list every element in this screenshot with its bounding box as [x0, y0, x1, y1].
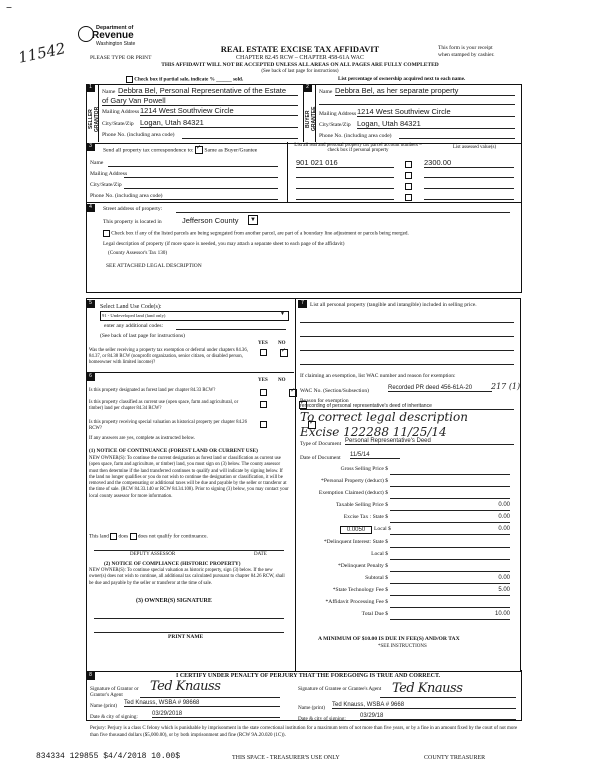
processing-fee-value[interactable] [390, 599, 510, 608]
exemption-claimed-label: Exemption Claimed (deduct) $ [318, 490, 388, 496]
current-use-yes-checkbox[interactable] [260, 401, 267, 408]
tax-row [300, 502, 514, 514]
doc-date-value[interactable]: 11/5/14 [350, 452, 400, 459]
cashier-stamp: 834334 129855 $4/4/2018 10.00$ [36, 752, 181, 761]
tax-row-local [300, 526, 514, 538]
parcel-header: List all real and personal property tax parcel account numbers – check box if personal property [294, 143, 422, 153]
seller-city[interactable]: Logan, Utah 84321 [140, 118, 298, 128]
taxable-price-label: Taxable Selling Price $ [336, 502, 388, 508]
local-rate[interactable]: 0.0050 [340, 526, 372, 534]
tax-row [300, 478, 514, 490]
treasurer-use-only: THIS SPACE - TREASURER'S USE ONLY [232, 755, 340, 761]
county-dropdown-icon[interactable]: ▼ [248, 215, 258, 225]
tax-table-2 [300, 539, 514, 623]
dept-state: Washington State [96, 41, 136, 47]
delinquent-interest-state-label: *Delinquent Interest: State $ [323, 539, 388, 545]
buyer-phone[interactable] [399, 138, 515, 139]
personal-property-checkbox-3[interactable] [405, 183, 412, 190]
county-select[interactable]: Jefferson County [182, 216, 239, 225]
forest-yes-checkbox[interactable] [260, 389, 267, 396]
handwritten-correction-1: To correct legal description [300, 410, 468, 424]
additional-codes: enter any additional codes: [104, 323, 164, 329]
corr-address[interactable] [124, 177, 278, 178]
yes-header-6: YES [258, 378, 268, 383]
doc-type-value[interactable]: Personal Representative's Deed [345, 438, 514, 445]
form-warning: THIS AFFIDAVIT WILL NOT BE ACCEPTED UNLESS ALL AREAS ON ALL PAGES ARE FULLY COMPLETED [161, 62, 439, 68]
dept-line1: Department of [96, 25, 134, 31]
receipt-note-1: This form is your receipt [438, 45, 493, 51]
seller-city-label: City/State/Zip [102, 121, 134, 127]
corr-city[interactable] [124, 188, 278, 189]
excise-state-value[interactable]: 0.00 [390, 514, 510, 523]
gross-price-label: Gross Selling Price $ [340, 466, 388, 472]
reason-value[interactable]: rerecording of personal representative's deed of inheritance [300, 403, 514, 410]
deputy-date-label: DATE [254, 552, 267, 557]
subtotal-label: Subtotal $ [365, 575, 388, 581]
tax-row [300, 514, 514, 526]
does-not-checkbox[interactable] [130, 533, 137, 540]
total-due-value[interactable]: 10.00 [390, 611, 510, 620]
handwritten-correction-2: Excise 122288 11/25/14 [300, 425, 447, 439]
gross-price-value[interactable] [390, 466, 510, 475]
doc-type-label: Type of Document [300, 441, 342, 447]
local-label: Local $ [374, 526, 391, 532]
legal-label: Legal description of property (if more space is needed, you may attach a separate sheet to each page of the affidavit) [103, 241, 345, 247]
delinquent-interest-local-value[interactable] [390, 551, 510, 560]
please-type: PLEASE TYPE OR PRINT [90, 55, 152, 61]
delinquent-interest-state-value[interactable] [390, 539, 510, 548]
partial-sale-checkbox[interactable] [126, 76, 133, 83]
corr-city-label: City/State/Zip [90, 182, 122, 188]
parcel-number-2[interactable] [296, 177, 394, 178]
divider [86, 372, 294, 373]
form-title: REAL ESTATE EXCISE TAX AFFIDAVIT [220, 44, 380, 54]
historic-yes-checkbox[interactable] [260, 421, 267, 428]
form-chapter: CHAPTER 82.45 RCW – CHAPTER 458-61A WAC [236, 55, 364, 61]
corr-phone[interactable] [150, 199, 278, 200]
claim-exemption-label: If claiming an exemption, list WAC number and reason for exemption: [300, 373, 456, 379]
divider [315, 84, 316, 142]
buyer-name-2[interactable] [319, 104, 515, 105]
grantor-date[interactable]: 03/29/2018 [152, 711, 280, 718]
parcel-number-4[interactable] [296, 199, 394, 200]
see-instructions-note: *SEE INSTRUCTIONS [378, 644, 427, 649]
located-label: This property is located in [103, 219, 162, 225]
additional-codes-input[interactable] [176, 329, 286, 330]
buyer-city[interactable]: Logan, Utah 84321 [357, 119, 515, 129]
personal-property-checkbox-1[interactable] [405, 161, 412, 168]
assessed-value-2[interactable] [424, 177, 514, 178]
buyer-city-label: City/State/Zip [319, 122, 351, 128]
personal-property-deduct-value[interactable] [390, 478, 510, 487]
grantee-name[interactable]: Ted Knauss, WSBA # 9668 [332, 702, 516, 709]
perjury-note: Perjury: Perjury is a class C felony which is punishable by imprisonment in the state correctional institution for a maximum term of not more than five years, or by a fine in an amount fixed by the court of not more than five thousand dollars ($5,000.00), or by both imprisonment and fine (RCW 9A.20.020 (1C)). [90, 726, 518, 738]
minimum-due-note: A MINIMUM OF $10.00 IS DUE IN FEE(S) AND/OR TAX [318, 636, 460, 642]
local-value[interactable]: 0.00 [390, 526, 510, 535]
legal-description[interactable]: SEE ATTACHED LEGAL DESCRIPTION [106, 263, 202, 269]
assessor-tax: (County Assessor's Tax 130) [108, 250, 168, 256]
grantor-name[interactable]: Ted Knauss, WSBA # 98668 [124, 700, 280, 707]
reason-label: Reason for exemption [300, 398, 349, 404]
send-correspondence: Send all property tax correspondence to: ✓ Same as Buyer/Grantee [103, 146, 257, 154]
street-address[interactable] [176, 212, 510, 213]
no-header-6: NO [278, 378, 286, 383]
certify-text: I CERTIFY UNDER PENALTY OF PERJURY THAT THE FOREGOING IS TRUE AND CORRECT. [176, 673, 441, 679]
corr-name[interactable] [108, 166, 278, 167]
section-2-badge: 2 [303, 84, 312, 92]
section-6-badge: 6 [86, 373, 95, 381]
subtotal-value[interactable]: 0.00 [390, 575, 510, 584]
no-header-5: NO [278, 341, 286, 346]
print-name-label: PRINT NAME [168, 634, 204, 640]
segregated-check: Check box if any of the listed parcels are being segregated from another parcel, are part of a boundary line adjustment or parcels being merged. [103, 230, 409, 237]
personal-property-line-1[interactable] [300, 322, 514, 323]
seller-name-1[interactable]: Debbra Bel, Personal Representative of the Estate [118, 86, 298, 96]
exemption-question: Was the seller receiving a property tax exemption or deferral under chapters 84.36, 84.37, or 84.38 RCW (nonprofit organization, senior citizen, or disabled person, homeowner with limited income)? [89, 348, 248, 365]
grantor-sig-line [140, 697, 280, 698]
delinquent-interest-local-label: Local $ [371, 551, 388, 557]
parcel-number[interactable]: 901 021 016 [296, 158, 394, 168]
exemption-claimed-value[interactable] [390, 490, 510, 499]
tax-table-1 [300, 466, 514, 538]
personal-property-line-4[interactable] [300, 364, 514, 365]
assessed-value-3[interactable] [424, 188, 514, 189]
notice-continuance-title: (1) NOTICE OF CONTINUANCE (FOREST LAND OR CURRENT USE) [89, 448, 258, 454]
grantee-sig-line [380, 697, 516, 698]
owner-signature-line[interactable] [94, 618, 284, 619]
grantee-date[interactable]: 03/29/18 [360, 713, 516, 720]
seller-name-label: Name [102, 89, 116, 95]
grantor-sig-label: Signature of Grantor or Grantor's Agent [90, 686, 139, 698]
land-use-select[interactable] [100, 311, 289, 321]
see-back-5: (See back of last page for instructions) [100, 333, 185, 339]
buyer-addr-label: Mailing Address [319, 111, 357, 117]
section-4-badge: 4 [86, 204, 95, 212]
personal-property-deduct-label: *Personal Property (deduct) $ [321, 478, 388, 484]
land-use-value: 91 - Undeveloped land (land only) [102, 313, 166, 318]
exemption-no-checkbox[interactable] [280, 349, 288, 357]
grantee-sig-label: Signature of Grantee or Grantee's Agent [298, 686, 382, 692]
delinquent-penalty-label: *Delinquent Penalty $ [337, 563, 388, 569]
total-due-label: Total Due $ [361, 611, 388, 617]
divider [287, 142, 288, 202]
handwritten-case-number: 11542 [16, 39, 68, 67]
county-treasurer: COUNTY TREASURER [424, 755, 486, 761]
tax-row [300, 539, 514, 551]
assessed-value[interactable]: 2300.00 [424, 158, 514, 168]
section-5-badge: 5 [86, 300, 95, 308]
tax-row [300, 563, 514, 575]
delinquent-penalty-value[interactable] [390, 563, 510, 572]
seller-phone[interactable] [182, 138, 298, 139]
processing-fee-label: *Affidavit Processing Fee $ [325, 599, 388, 605]
historic-question: Is this property receiving special valuation as historical property per chapter 84.26 RCW? [89, 420, 247, 431]
tax-row [300, 551, 514, 563]
wac-value[interactable]: Recorded PR deed 456-61A-20 [388, 385, 492, 392]
notice-compliance-body: NEW OWNER(S): To continue special valuation as historic property, sign (3) below. If the new owner(s) does not wish to continue, all additional tax calculated pursuant to chapter 84.26 RCW, shall be due and payable by the seller or transferor at the time of sale. [89, 568, 285, 586]
seller-name-2[interactable]: of Gary Van Powell [102, 96, 298, 106]
land-use-label: Select Land Use Code(s): [100, 304, 162, 310]
seller-addr-label: Mailing Address [102, 109, 140, 115]
tax-row [300, 599, 514, 611]
doc-date-label: Date of Document [300, 455, 341, 461]
wac-label: WAC No. (Section/Subsection) [300, 388, 369, 394]
section-4-box [86, 202, 522, 293]
tech-fee-value[interactable]: 5.00 [390, 587, 510, 596]
segregated-checkbox[interactable] [103, 230, 110, 237]
margin-mark: – [6, 0, 12, 14]
owner-signature-label: (3) OWNER(S) SIGNATURE [136, 598, 212, 604]
personal-property-line-2[interactable] [300, 336, 514, 337]
personal-property-checkbox-4[interactable] [405, 194, 412, 201]
parcel-number-3[interactable] [296, 188, 394, 189]
corr-name-label: Name [90, 160, 104, 166]
ownership-note: List percentage of ownership acquired next to each name. [338, 76, 466, 82]
buyer-phone-label: Phone No. (including area code) [319, 133, 392, 139]
print-name-line[interactable] [94, 632, 284, 633]
seller-address[interactable]: 1214 West Southview Circle [140, 106, 298, 116]
yes-header-5: YES [258, 341, 268, 346]
tech-fee-label: *State Technology Fee $ [332, 587, 388, 593]
notice-continuance-body: NEW OWNER(S): To continue the current designation as forest land or classification as current use (open space, farm and agriculture, or timber) land, you must sign on (3) below. The county assessor must then determine if the land transferred continues to qualify and will indicate by signing below. If the land no longer qualifies or you do not wish to continue the designation or classification, it will be removed and the compensating or additional taxes will be due and payable by the seller or transferor at the time of sale. (RCW 84.33.140 or RCW 84.34.108). Prior to signing (3) below, you may contact your local county assessor for more information. [89, 456, 289, 499]
section-7-badge: 7 [298, 300, 307, 308]
seller-label: SELLER GRANTOR [88, 106, 100, 132]
buyer-name-label: Name [319, 89, 333, 95]
grantor-name-label: Name (print) [90, 703, 117, 709]
corr-phone-label: Phone No. (including area code) [90, 193, 163, 199]
personal-property-line-3[interactable] [300, 350, 514, 351]
divider [303, 84, 304, 142]
excise-state-label: Excise Tax : State $ [343, 514, 388, 520]
corr-addr-label: Mailing Address [90, 171, 128, 177]
grantee-date-label: Date & city of signing: [298, 716, 346, 722]
section-1-badge: 1 [86, 84, 95, 92]
if-yes-note: If any answers are yes, complete as instructed below. [89, 436, 196, 441]
tax-row [300, 490, 514, 502]
street-label: Street address of property: [103, 206, 163, 212]
partial-sale: Check box if partial sale, indicate % ______ sold. [126, 76, 243, 83]
grantee-name-label: Name (print) [298, 705, 325, 711]
buyer-address[interactable]: 1214 West Southview Circle [357, 107, 515, 117]
notice-compliance-title: (2) NOTICE OF COMPLIANCE (HISTORIC PROPERTY) [104, 561, 241, 567]
personal-property-checkbox-2[interactable] [405, 172, 412, 179]
does-checkbox[interactable] [110, 533, 117, 540]
continuance-choice: This land does does not qualify for continuance. [89, 533, 208, 540]
grantee-signature[interactable]: Ted Knauss [392, 681, 463, 696]
personal-property-label: List all personal property (tangible and intangible) included in selling price. [310, 302, 477, 308]
divider [98, 84, 99, 142]
assessed-value-4[interactable] [424, 199, 514, 200]
assessed-header: List assessed value(s) [452, 145, 497, 150]
receipt-note-2: when stamped by cashier. [438, 52, 495, 58]
taxable-price-value[interactable]: 0.00 [390, 502, 510, 511]
section-3-badge: 3 [86, 143, 95, 151]
land-use-dropdown-icon[interactable]: ▼ [280, 312, 285, 317]
dept-name: Revenue [92, 30, 134, 41]
buyer-label: BUYER GRANTEE [305, 106, 317, 132]
section-8-badge: 8 [86, 672, 95, 680]
tax-row [300, 466, 514, 478]
grantor-signature[interactable]: Ted Knauss [150, 679, 221, 694]
tax-row [300, 575, 514, 587]
tax-row [300, 587, 514, 599]
current-use-question: Is this property classified as current use (open space, farm and agricultural, or timber) land per chapter 84.34 RCW? [89, 400, 239, 411]
see-back-note: (See back of last page for instructions) [261, 69, 339, 74]
exemption-yes-checkbox[interactable] [260, 349, 267, 356]
grantor-date-label: Date & city of signing: [90, 714, 138, 720]
same-as-buyer-checkbox[interactable] [195, 146, 203, 154]
seller-phone-label: Phone No. (including area code) [102, 132, 175, 138]
buyer-name[interactable]: Debbra Bel, as her separate property [335, 86, 515, 96]
wac-handwritten: 217 (1) [491, 382, 521, 391]
deputy-label: DEPUTY ASSESSOR [130, 552, 176, 557]
forest-question: Is this property designated as forest land per chapter 84.33 RCW? [89, 388, 216, 393]
tax-row [300, 611, 514, 623]
